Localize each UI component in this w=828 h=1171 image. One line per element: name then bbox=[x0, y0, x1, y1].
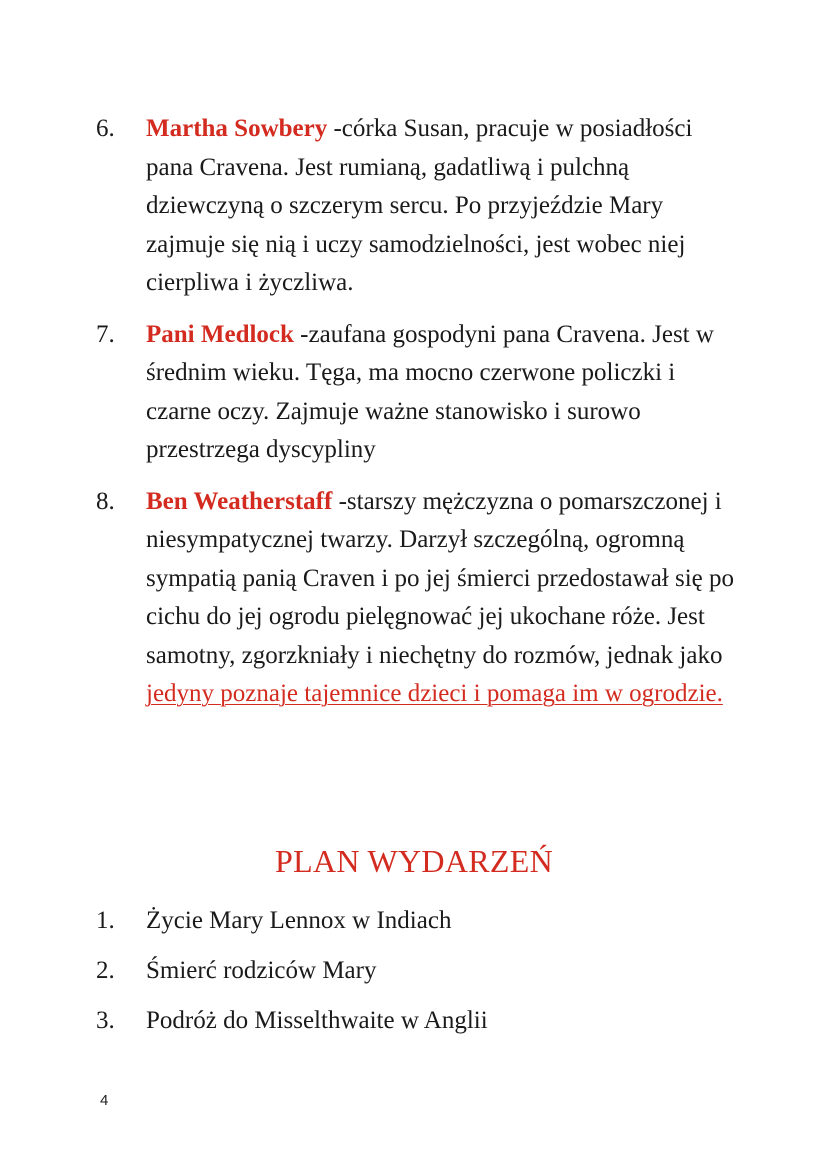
list-item bbox=[96, 1002, 736, 1040]
character-list bbox=[96, 110, 736, 727]
plan-item-text: Śmierć rodziców Mary bbox=[146, 957, 377, 984]
plan-list bbox=[96, 902, 736, 1052]
list-item bbox=[96, 902, 736, 940]
list-number: 1. bbox=[96, 907, 115, 934]
section-title: PLAN WYDARZEŃ bbox=[275, 843, 553, 879]
list-number: 6. bbox=[96, 115, 115, 142]
character-description bbox=[146, 110, 736, 303]
page-number: 4 bbox=[100, 1092, 109, 1109]
character-text: -starszy mężczyzna o pomarszczonej i niesympatycznej twarzy. Darzył szczególną, ogromną sympatią panią Craven i po jej śmierci przedostawał się po cichu do jej ogrodu pielęgnować jej ukochane róże. Jest samotny, zgorzkniały i niechętny do rozmów, jednak jako bbox=[146, 487, 735, 669]
list-item bbox=[96, 110, 736, 303]
highlighted-text: jedyny poznaje tajemnice dzieci i pomaga im w ogrodzie. bbox=[146, 680, 723, 707]
character-description bbox=[146, 483, 736, 714]
character-description bbox=[146, 316, 736, 470]
list-number: 7. bbox=[96, 320, 115, 348]
list-number: 3. bbox=[96, 1007, 115, 1034]
character-text: -córka Susan, pracuje w posiadłości pana Cravena. Jest rumianą, gadatliwą i pulchną dziewczyną o szczerym sercu. Po przyjeździe Mary zajmuje się nią i uczy samodzielności, jest wobec niej cierpliwa i życzliwa. bbox=[146, 115, 693, 296]
character-text: -zaufana gospodyni pana Cravena. Jest w średnim wieku. Tęga, ma mocno czerwone policzki i czarne oczy. Zajmuje ważne stanowisko i surowo przestrzega dyscypliny bbox=[146, 320, 714, 463]
list-number: 2. bbox=[96, 957, 115, 984]
character-name: Martha Sowbery bbox=[146, 115, 328, 142]
character-name: Ben Weatherstaff bbox=[146, 487, 333, 515]
list-item bbox=[96, 952, 736, 990]
list-number: 8. bbox=[96, 487, 115, 515]
list-item bbox=[96, 483, 736, 714]
plan-item-text: Życie Mary Lennox w Indiach bbox=[146, 907, 452, 934]
plan-item-text: Podróż do Misselthwaite w Anglii bbox=[146, 1007, 488, 1034]
list-item bbox=[96, 316, 736, 470]
character-name: Pani Medlock bbox=[146, 320, 294, 348]
